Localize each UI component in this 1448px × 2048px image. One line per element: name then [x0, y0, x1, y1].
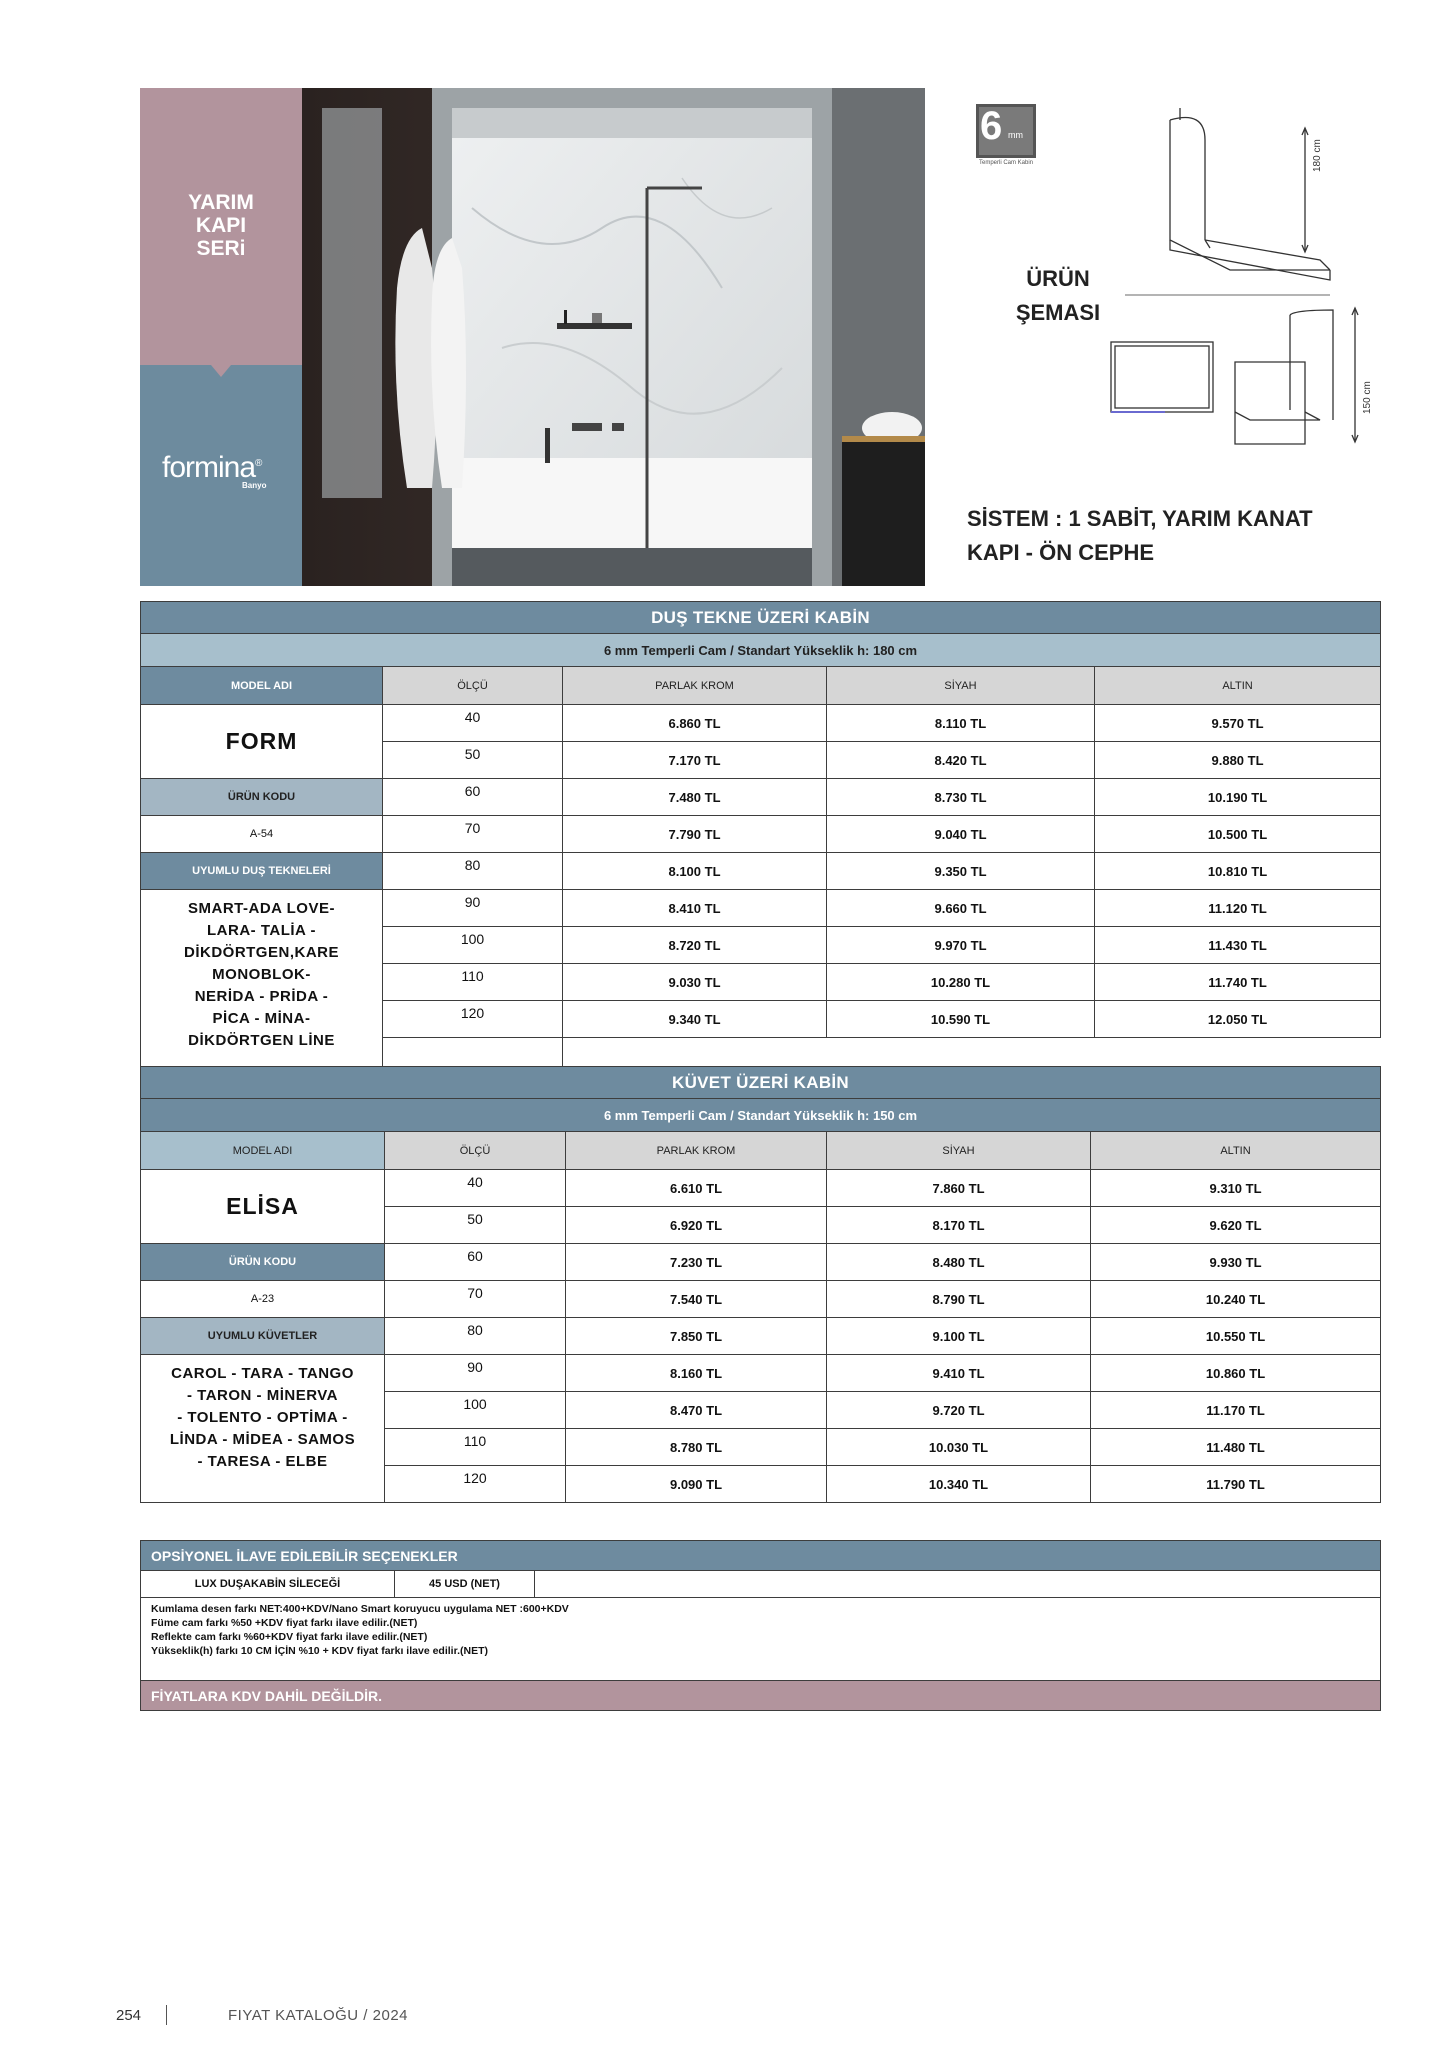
price-gold: 9.620 TL — [1091, 1207, 1381, 1244]
price-black: 9.660 TL — [827, 890, 1095, 927]
size-cell: 70 — [383, 816, 563, 853]
product-code-label: ÜRÜN KODU — [141, 1244, 385, 1281]
compatible-label: UYUMLU KÜVETLER — [141, 1318, 385, 1355]
system-line: KAPI - ÖN CEPHE — [967, 540, 1155, 565]
size-cell: 100 — [383, 927, 563, 964]
price-chrome: 9.340 TL — [563, 1001, 827, 1038]
size-cell: 90 — [385, 1355, 566, 1392]
price-black: 9.970 TL — [827, 927, 1095, 964]
compatible-line: NERİDA - PRİDA - — [194, 988, 329, 1005]
price-black: 9.410 TL — [827, 1355, 1091, 1392]
table-subtitle: 6 mm Temperli Cam / Standart Yükseklik h: 150 cm — [141, 1099, 1381, 1132]
price-gold: 11.480 TL — [1091, 1429, 1381, 1466]
table-row — [141, 1318, 1381, 1355]
brand-logo — [162, 451, 261, 485]
price-black: 8.420 TL — [827, 742, 1095, 779]
table-subtitle: 6 mm Temperli Cam / Standart Yükseklik h: 180 cm — [141, 634, 1381, 667]
badge-number: 6 — [980, 104, 1003, 148]
size-cell: 80 — [383, 853, 563, 890]
schema-title-line: ŞEMASI — [1015, 300, 1101, 325]
price-black: 9.100 TL — [827, 1318, 1091, 1355]
price-gold: 9.310 TL — [1091, 1170, 1381, 1207]
option-item-price: 45 USD (NET) — [395, 1571, 535, 1598]
price-chrome: 7.170 TL — [563, 742, 827, 779]
col-header-model: MODEL ADI — [141, 1132, 385, 1170]
table-row — [141, 890, 1381, 927]
price-black: 9.720 TL — [827, 1392, 1091, 1429]
col-header-black: SİYAH — [827, 667, 1095, 705]
col-header-size: ÖLÇÜ — [383, 667, 563, 705]
col-header-gold: ALTIN — [1095, 667, 1381, 705]
note-line: Kumlama desen farkı NET:400+KDV/Nano Smart koruyucu uygulama NET :600+KDV — [151, 1603, 569, 1615]
price-gold: 10.810 TL — [1095, 853, 1381, 890]
footer-divider — [166, 2005, 167, 2025]
price-black: 8.110 TL — [827, 705, 1095, 742]
bathtub-price-table — [140, 1066, 1381, 1503]
product-schema-diagram — [1090, 100, 1410, 460]
price-chrome: 7.230 TL — [566, 1244, 827, 1281]
price-chrome: 7.850 TL — [566, 1318, 827, 1355]
price-chrome: 6.860 TL — [563, 705, 827, 742]
series-line: SERi — [196, 237, 246, 260]
vat-notice: FİYATLARA KDV DAHİL DEĞİLDİR. — [141, 1681, 1381, 1711]
price-gold: 11.790 TL — [1091, 1466, 1381, 1503]
series-line: KAPI — [195, 214, 247, 237]
model-name: ELİSA — [141, 1170, 385, 1244]
table-row — [141, 816, 1381, 853]
series-title — [140, 191, 302, 260]
compatible-line: - TARON - MİNERVA — [187, 1387, 338, 1404]
size-cell: 40 — [385, 1170, 566, 1207]
col-header-chrome: PARLAK KROM — [563, 667, 827, 705]
badge-caption: Temperli Cam Kabin — [978, 160, 1034, 166]
compatible-line: - TOLENTO - OPTİMA - — [177, 1409, 348, 1426]
size-cell: 120 — [383, 1001, 563, 1038]
price-gold: 10.550 TL — [1091, 1318, 1381, 1355]
option-notes — [141, 1598, 1381, 1681]
price-gold: 10.190 TL — [1095, 779, 1381, 816]
option-item-label: LUX DUŞAKABİN SİLECEĞİ — [141, 1571, 395, 1598]
compatible-line: CAROL - TARA - TANGO — [171, 1365, 354, 1382]
price-chrome: 8.410 TL — [563, 890, 827, 927]
size-cell: 80 — [385, 1318, 566, 1355]
table-row — [141, 1355, 1381, 1392]
product-code: A-54 — [141, 816, 383, 853]
table-row — [141, 1281, 1381, 1318]
price-chrome: 7.790 TL — [563, 816, 827, 853]
compatible-line: - TARESA - ELBE — [197, 1453, 328, 1470]
price-chrome: 7.540 TL — [566, 1281, 827, 1318]
compatible-list — [141, 1355, 385, 1503]
system-description — [967, 502, 1313, 570]
price-gold: 9.930 TL — [1091, 1244, 1381, 1281]
options-table — [140, 1540, 1381, 1711]
size-cell: 60 — [383, 779, 563, 816]
option-blank — [535, 1571, 1381, 1598]
compatible-line: DİKDÖRTGEN,KARE — [183, 944, 339, 961]
price-black: 8.170 TL — [827, 1207, 1091, 1244]
product-code: A-23 — [141, 1281, 385, 1318]
table-title: KÜVET ÜZERİ KABİN — [141, 1067, 1381, 1099]
thickness-badge — [976, 104, 1036, 174]
price-black: 10.030 TL — [827, 1429, 1091, 1466]
price-black: 7.860 TL — [827, 1170, 1091, 1207]
size-cell: 40 — [383, 705, 563, 742]
price-black: 8.730 TL — [827, 779, 1095, 816]
panel-notch — [211, 365, 231, 377]
schema-title-line: ÜRÜN — [1026, 266, 1090, 291]
table-row — [141, 779, 1381, 816]
col-header-black: SİYAH — [827, 1132, 1091, 1170]
price-black: 10.590 TL — [827, 1001, 1095, 1038]
col-header-gold: ALTIN — [1091, 1132, 1381, 1170]
price-black: 10.280 TL — [827, 964, 1095, 1001]
price-chrome: 8.720 TL — [563, 927, 827, 964]
price-chrome: 8.160 TL — [566, 1355, 827, 1392]
system-line: SİSTEM : 1 SABİT, YARIM KANAT — [967, 506, 1313, 531]
compatible-line: LİNDA - MİDEA - SAMOS — [169, 1431, 356, 1448]
price-gold: 12.050 TL — [1095, 1001, 1381, 1038]
size-cell: 50 — [385, 1207, 566, 1244]
product-photo — [302, 88, 925, 586]
price-gold: 9.880 TL — [1095, 742, 1381, 779]
price-chrome: 8.780 TL — [566, 1429, 827, 1466]
col-header-model: MODEL ADI — [141, 667, 383, 705]
size-cell: 120 — [385, 1466, 566, 1503]
price-gold: 11.430 TL — [1095, 927, 1381, 964]
size-cell: 100 — [385, 1392, 566, 1429]
size-cell: 70 — [385, 1281, 566, 1318]
price-black: 9.040 TL — [827, 816, 1095, 853]
options-title: OPSİYONEL İLAVE EDİLEBİLİR SEÇENEKLER — [141, 1541, 1381, 1571]
compatible-line: PİCA - MİNA- — [212, 1010, 311, 1027]
table-row — [141, 705, 1381, 742]
table-row — [141, 1244, 1381, 1281]
product-code-label: ÜRÜN KODU — [141, 779, 383, 816]
size-cell: 90 — [383, 890, 563, 927]
price-chrome: 8.470 TL — [566, 1392, 827, 1429]
height-label-180: 180 cm — [1312, 139, 1323, 172]
brand-mark: ® — [255, 458, 262, 469]
size-cell: 60 — [385, 1244, 566, 1281]
note-line: Füme cam farkı %50 +KDV fiyat farkı ilave edilir.(NET) — [151, 1617, 418, 1629]
price-black: 8.790 TL — [827, 1281, 1091, 1318]
size-cell: 110 — [383, 964, 563, 1001]
compatible-line: SMART-ADA LOVE- — [188, 900, 335, 917]
price-gold: 11.740 TL — [1095, 964, 1381, 1001]
series-line: YARIM — [188, 191, 254, 214]
price-chrome: 7.480 TL — [563, 779, 827, 816]
badge-unit: mm — [1008, 130, 1023, 140]
model-name: FORM — [141, 705, 383, 779]
note-line: Reflekte cam farkı %60+KDV fiyat farkı ilave edilir.(NET) — [151, 1631, 428, 1643]
price-black: 10.340 TL — [827, 1466, 1091, 1503]
price-gold: 11.170 TL — [1091, 1392, 1381, 1429]
bathroom-illustration — [302, 88, 925, 586]
height-label-150: 150 cm — [1362, 381, 1373, 414]
price-gold: 10.500 TL — [1095, 816, 1381, 853]
price-chrome: 8.100 TL — [563, 853, 827, 890]
compatible-line: DİKDÖRTGEN LİNE — [188, 1032, 335, 1049]
table-row — [141, 853, 1381, 890]
compatible-list — [141, 890, 383, 1073]
price-gold: 10.860 TL — [1091, 1355, 1381, 1392]
shower-tray-price-table — [140, 601, 1381, 1073]
table-row — [141, 1170, 1381, 1207]
brand-name: formina — [162, 451, 256, 484]
compatible-line: LARA- TALİA - — [207, 922, 316, 939]
price-gold: 10.240 TL — [1091, 1281, 1381, 1318]
price-chrome: 6.610 TL — [566, 1170, 827, 1207]
size-cell: 50 — [383, 742, 563, 779]
note-line: Yükseklik(h) farkı 10 CM İÇİN %10 + KDV fiyat farkı ilave edilir.(NET) — [151, 1645, 488, 1657]
compatible-line: MONOBLOK- — [212, 966, 311, 983]
brand-subtitle: Banyo — [242, 481, 267, 490]
col-header-chrome: PARLAK KROM — [566, 1132, 827, 1170]
size-cell: 110 — [385, 1429, 566, 1466]
price-gold: 9.570 TL — [1095, 705, 1381, 742]
price-black: 9.350 TL — [827, 853, 1095, 890]
catalog-title: FIYAT KATALOĞU / 2024 — [228, 2007, 409, 2024]
price-chrome: 9.090 TL — [566, 1466, 827, 1503]
col-header-size: ÖLÇÜ — [385, 1132, 566, 1170]
compatible-label: UYUMLU DUŞ TEKNELERİ — [141, 853, 383, 890]
table-title: DUŞ TEKNE ÜZERİ KABİN — [141, 602, 1381, 634]
price-gold: 11.120 TL — [1095, 890, 1381, 927]
price-black: 8.480 TL — [827, 1244, 1091, 1281]
price-chrome: 6.920 TL — [566, 1207, 827, 1244]
page-number: 254 — [116, 2007, 142, 2024]
hero-banner — [140, 88, 925, 586]
price-chrome: 9.030 TL — [563, 964, 827, 1001]
